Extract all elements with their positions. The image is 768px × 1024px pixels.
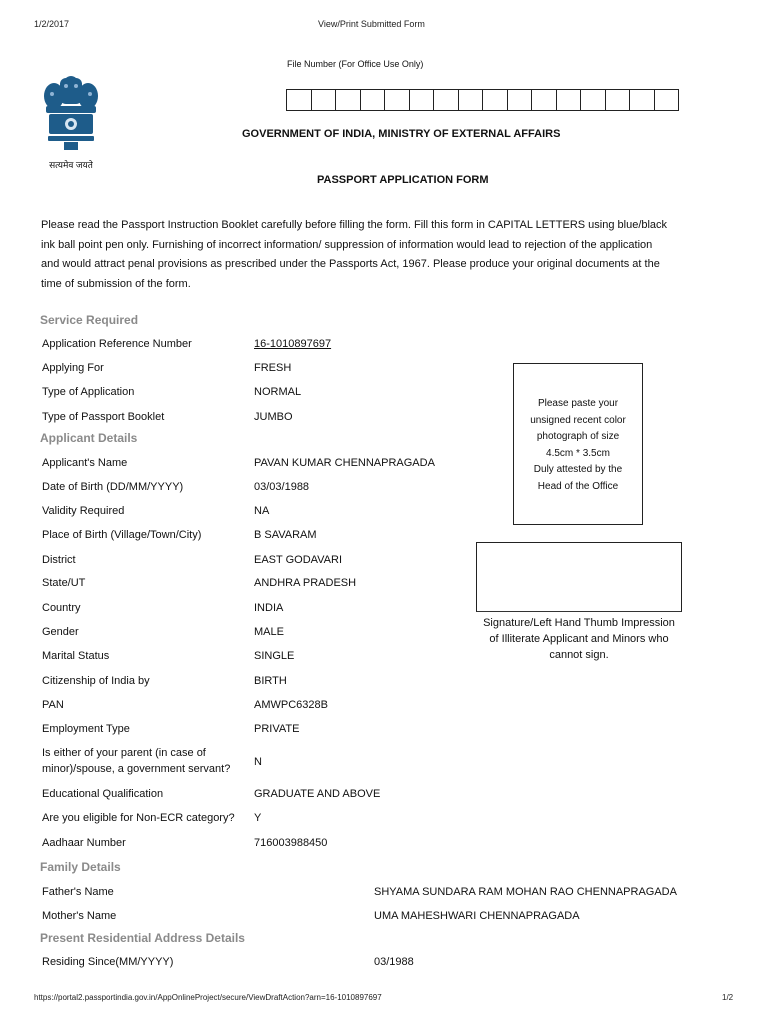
signature-line: cannot sign. — [549, 649, 609, 661]
signature-instructions — [472, 615, 686, 663]
value-gender: MALE — [254, 626, 284, 638]
value-country: INDIA — [254, 602, 284, 614]
value-non-ecr-eligible: Y — [254, 812, 262, 824]
section-service-required: Service Required — [40, 313, 139, 327]
label-district: District — [42, 554, 76, 566]
label-parent-government-servant-line2: minor)/spouse, a government servant? — [42, 763, 231, 775]
label-state-ut: State/UT — [42, 577, 86, 589]
label-type-of-application: Type of Application — [42, 386, 135, 398]
label-applying-for: Applying For — [42, 362, 104, 374]
emblem-caption: सत्यमेव जयते — [49, 160, 93, 170]
label-fathers-name: Father's Name — [42, 886, 114, 898]
photo-line: 4.5cm * 3.5cm — [546, 447, 610, 459]
file-number-boxes — [286, 89, 679, 111]
label-residing-since: Residing Since(MM/YYYY) — [42, 956, 174, 968]
value-aadhaar-number: 716003988450 — [254, 837, 328, 849]
value-type-of-application: NORMAL — [254, 386, 302, 398]
print-title: View/Print Submitted Form — [318, 19, 425, 29]
label-non-ecr-eligible: Are you eligible for Non-ECR category? — [42, 812, 235, 824]
label-mothers-name: Mother's Name — [42, 910, 117, 922]
label-type-of-passport-booklet: Type of Passport Booklet — [42, 411, 165, 423]
value-date-of-birth: 03/03/1988 — [254, 481, 310, 493]
value-district: EAST GODAVARI — [254, 554, 343, 566]
footer-url: https://portal2.passportindia.gov.in/AppOnlineProject/secure/ViewDraftAction?arn=16-1010897697 — [34, 993, 382, 1002]
photo-line: Duly attested by the — [533, 464, 623, 475]
value-parent-government-servant: N — [254, 756, 262, 768]
section-family-details: Family Details — [40, 860, 121, 874]
file-number-label: File Number (For Office Use Only) — [287, 59, 424, 69]
file-number-cell — [606, 90, 631, 110]
value-mothers-name: UMA MAHESHWARI CHENNAPRAGADA — [374, 910, 580, 922]
photo-box — [513, 363, 643, 525]
photo-instructions — [514, 396, 642, 495]
file-number-cell — [532, 90, 557, 110]
ministry-heading: GOVERNMENT OF INDIA, MINISTRY OF EXTERNAL AFFAIRS — [242, 128, 561, 140]
section-applicant-details: Applicant Details — [40, 431, 138, 445]
file-number-cell — [312, 90, 337, 110]
value-citizenship: BIRTH — [254, 675, 287, 687]
value-application-reference-number: 16-1010897697 — [254, 338, 332, 350]
value-educational-qualification: GRADUATE AND ABOVE — [254, 788, 381, 800]
footer-page-number: 1/2 — [722, 993, 734, 1002]
label-aadhaar-number: Aadhaar Number — [42, 837, 126, 849]
signature-line: Signature/Left Hand Thumb Impression — [483, 617, 675, 629]
section-present-address: Present Residential Address Details — [40, 931, 245, 945]
file-number-cell — [483, 90, 508, 110]
value-validity-required: NA — [254, 505, 270, 517]
label-employment-type: Employment Type — [42, 723, 130, 735]
value-place-of-birth: B SAVARAM — [254, 529, 317, 541]
label-pan: PAN — [42, 699, 64, 711]
photo-line: Please paste your — [537, 398, 619, 409]
file-number-cell — [508, 90, 533, 110]
file-number-cell — [557, 90, 582, 110]
instructions-paragraph: Please read the Passport Instruction Booklet carefully before filling the form. Fill this form in CAPITAL LETTERS using blue/black ink ball point pen only. Furnishing of incorrect information/ suppression of information would lead to rejection of the application and would attract penal provisions as prescribed under the Passports Act, 1967. Please produce your original documents at the time of submission of the form. — [41, 219, 668, 290]
value-pan: AMWPC6328B — [254, 699, 328, 711]
value-employment-type: PRIVATE — [254, 723, 300, 735]
label-citizenship: Citizenship of India by — [42, 675, 150, 687]
value-state-ut: ANDHRA PRADESH — [254, 577, 357, 589]
value-applicant-name: PAVAN KUMAR CHENNAPRAGADA — [254, 457, 435, 469]
signature-line: of Illiterate Applicant and Minors who — [489, 633, 669, 645]
value-marital-status: SINGLE — [254, 650, 295, 662]
label-marital-status: Marital Status — [42, 650, 110, 662]
label-applicant-name: Applicant's Name — [42, 457, 128, 469]
file-number-cell — [336, 90, 361, 110]
label-parent-government-servant: Is either of your parent (in case of — [42, 747, 206, 759]
photo-line: photograph of size — [536, 431, 620, 442]
value-applying-for: FRESH — [254, 362, 292, 374]
value-type-of-passport-booklet: JUMBO — [254, 411, 293, 423]
file-number-cell — [459, 90, 484, 110]
photo-line: unsigned recent color — [530, 414, 626, 426]
file-number-cell — [385, 90, 410, 110]
label-application-reference-number: Application Reference Number — [42, 338, 192, 350]
print-date: 1/2/2017 — [34, 19, 70, 29]
file-number-cell — [655, 90, 679, 110]
label-validity-required: Validity Required — [42, 505, 125, 517]
file-number-cell — [287, 90, 312, 110]
file-number-cell — [361, 90, 386, 110]
photo-line: Head of the Office — [537, 480, 619, 492]
file-number-cell — [581, 90, 606, 110]
label-gender: Gender — [42, 626, 79, 638]
label-country: Country — [42, 602, 81, 614]
label-educational-qualification: Educational Qualification — [42, 788, 164, 800]
file-number-cell — [410, 90, 435, 110]
form-title: PASSPORT APPLICATION FORM — [317, 174, 489, 186]
signature-box — [476, 542, 682, 612]
value-fathers-name: SHYAMA SUNDARA RAM MOHAN RAO CHENNAPRAGADA — [374, 886, 677, 898]
label-date-of-birth: Date of Birth (DD/MM/YYYY) — [42, 481, 184, 493]
label-place-of-birth: Place of Birth (Village/Town/City) — [42, 529, 202, 541]
file-number-cell — [630, 90, 655, 110]
emblem-of-india-logo — [38, 70, 104, 170]
value-residing-since: 03/1988 — [374, 956, 414, 968]
file-number-cell — [434, 90, 459, 110]
